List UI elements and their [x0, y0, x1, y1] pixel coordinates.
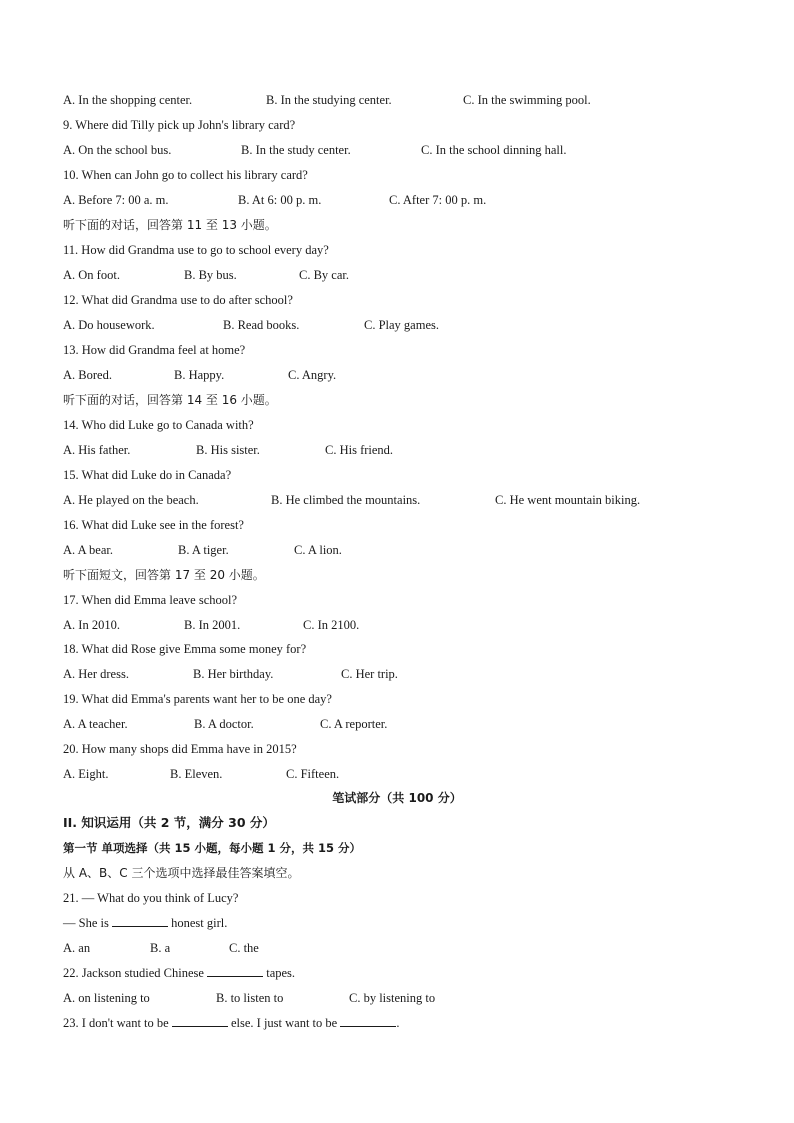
q8-option-c: C. In the swimming pool.	[463, 93, 591, 107]
q13-option-c: C. Angry.	[288, 368, 337, 382]
q22-option-b: B. to listen to	[216, 991, 284, 1005]
q12-option-b: B. Read books.	[223, 318, 300, 332]
q19-option-c: C. A reporter.	[320, 717, 388, 731]
q10-stem: 10. When can John go to collect his library card?	[63, 168, 308, 182]
q18-option-a: A. Her dress.	[63, 667, 129, 681]
q11-option-a: A. On foot.	[63, 268, 120, 282]
q23-answer-blank-1	[172, 1015, 228, 1027]
q14-stem: 14. Who did Luke go to Canada with?	[63, 418, 254, 432]
q15-stem: 15. What did Luke do in Canada?	[63, 468, 232, 482]
q21-line2-start: — She is	[63, 916, 109, 930]
q22-option-a: A. on listening to	[63, 991, 150, 1005]
q23-stem-start: 23. I don't want to be	[63, 1016, 169, 1030]
q14-option-c: C. His friend.	[325, 443, 394, 457]
q21-line1: 21. — What do you think of Lucy?	[63, 891, 239, 905]
q15-option-b: B. He climbed the mountains.	[271, 493, 421, 507]
q22-stem-end: tapes.	[266, 966, 296, 980]
q8-option-b: B. In the studying center.	[266, 93, 392, 107]
q23-stem-end: .	[396, 1016, 400, 1030]
q21-option-a: A. an	[63, 941, 91, 955]
q10-option-c: C. After 7: 00 p. m.	[389, 193, 487, 207]
q21-option-c: C. the	[229, 941, 259, 955]
instruction-11-13: 听下面的对话，回答第 11 至 13 小题。	[63, 218, 277, 232]
q22-stem	[63, 965, 295, 981]
q15-option-c: C. He went mountain biking.	[495, 493, 641, 507]
part-1-title: 第一节 单项选择（共 15 小题，每小题 1 分，共 15 分）	[63, 841, 362, 855]
q20-option-b: B. Eleven.	[170, 767, 223, 781]
q16-stem: 16. What did Luke see in the forest?	[63, 518, 244, 532]
q12-stem: 12. What did Grandma use to do after school?	[63, 293, 293, 307]
q21-line2-end: honest girl.	[171, 916, 228, 930]
q13-stem: 13. How did Grandma feel at home?	[63, 343, 246, 357]
q21-answer-blank	[112, 915, 168, 927]
q13-option-a: A. Bored.	[63, 368, 112, 382]
q12-option-a: A. Do housework.	[63, 318, 155, 332]
q23-stem	[63, 1015, 399, 1031]
q9-option-c: C. In the school dinning hall.	[421, 143, 567, 157]
q18-option-b: B. Her birthday.	[193, 667, 274, 681]
q9-option-b: B. In the study center.	[241, 143, 351, 157]
q21-option-b: B. a	[150, 941, 171, 955]
q19-stem: 19. What did Emma's parents want her to be one day?	[63, 692, 332, 706]
section-2-title: II. 知识运用（共 2 节，满分 30 分）	[63, 815, 275, 830]
q11-option-b: B. By bus.	[184, 268, 237, 282]
q11-option-c: C. By car.	[299, 268, 349, 282]
q17-stem: 17. When did Emma leave school?	[63, 593, 238, 607]
q10-option-b: B. At 6: 00 p. m.	[238, 193, 322, 207]
q16-option-b: B. A tiger.	[178, 543, 229, 557]
q14-option-b: B. His sister.	[196, 443, 260, 457]
q20-option-c: C. Fifteen.	[286, 767, 340, 781]
q21-line2	[63, 915, 227, 931]
instruction-17-20: 听下面短文，回答第 17 至 20 小题。	[63, 568, 265, 582]
q19-option-a: A. A teacher.	[63, 717, 128, 731]
q22-option-c: C. by listening to	[349, 991, 436, 1005]
q17-option-a: A. In 2010.	[63, 618, 120, 632]
q14-option-a: A. His father.	[63, 443, 131, 457]
q16-option-a: A. A bear.	[63, 543, 113, 557]
q12-option-c: C. Play games.	[364, 318, 439, 332]
q11-stem: 11. How did Grandma use to go to school every day?	[63, 243, 329, 257]
q17-option-c: C. In 2100.	[303, 618, 360, 632]
q23-stem-middle: else. I just want to be	[230, 1016, 338, 1030]
q22-stem-start: 22. Jackson studied Chinese	[63, 966, 204, 980]
q9-stem: 9. Where did Tilly pick up John's library card?	[63, 118, 296, 132]
q20-stem: 20. How many shops did Emma have in 2015?	[63, 742, 297, 756]
q18-option-c: C. Her trip.	[341, 667, 398, 681]
q17-option-b: B. In 2001.	[184, 618, 241, 632]
q8-option-a: A. In the shopping center.	[63, 93, 193, 107]
q18-stem: 18. What did Rose give Emma some money for?	[63, 642, 307, 656]
q16-option-c: C. A lion.	[294, 543, 342, 557]
q20-option-a: A. Eight.	[63, 767, 109, 781]
instruction-14-16: 听下面的对话，回答第 14 至 16 小题。	[63, 393, 277, 407]
q15-option-a: A. He played on the beach.	[63, 493, 199, 507]
q19-option-b: B. A doctor.	[194, 717, 254, 731]
q23-answer-blank-2	[340, 1015, 396, 1027]
written-part-title: 笔试部分（共 100 分）	[332, 791, 462, 805]
q13-option-b: B. Happy.	[174, 368, 225, 382]
q22-answer-blank	[207, 965, 263, 977]
q9-option-a: A. On the school bus.	[63, 143, 172, 157]
q10-option-a: A. Before 7: 00 a. m.	[63, 193, 169, 207]
part-1-instruction: 从 A、B、C 三个选项中选择最佳答案填空。	[63, 866, 300, 880]
